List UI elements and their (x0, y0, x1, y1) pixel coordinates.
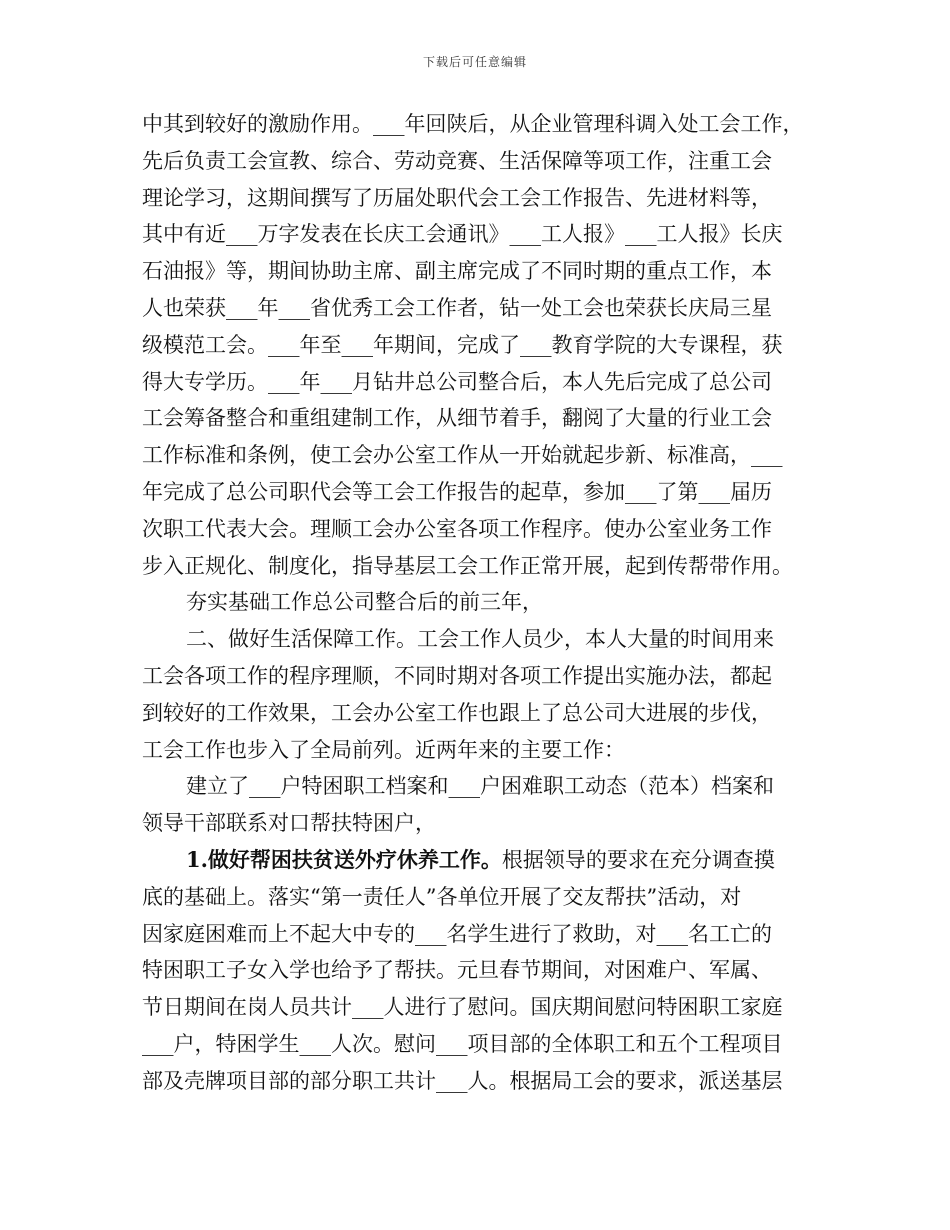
text-line (142, 216, 812, 253)
line-text: 工会工作也步入了全局前列。近两年来的主要工作： (142, 737, 625, 762)
text-line (142, 584, 812, 621)
text-line (142, 437, 812, 474)
text-line (142, 253, 812, 290)
line-text: 工作标准和条例，使工会办公室工作从一开始就起步新、标准高，___ (142, 443, 783, 468)
line-text: 先后负责工会宣教、综合、劳动竞赛、生活保障等项工作，注重工会 (142, 148, 772, 173)
page-header: 下载后可任意编辑 (422, 55, 527, 69)
line-text: ___户，特困学生___人次。慰问___项目部的全体职工和五个工程项目 (142, 1031, 783, 1056)
line-text: 次职工代表大会。理顺工会办公室各项工作程序。使办公室业务工作 (142, 516, 772, 541)
line-text: 理论学习，这期间撰写了历届处职代会工会工作报告、先进材料等， (142, 185, 772, 210)
line-text: 中其到较好的激励作用。___年回陕后，从企业管理科调入处工会工作， (142, 112, 804, 136)
line-text: 节日期间在岗人员共计___人进行了慰问。国庆期间慰问特困职工家庭 (142, 995, 783, 1020)
text-line (142, 621, 812, 658)
bold-heading: 1.做好帮困扶贫送外疗休养工作。 (186, 846, 502, 872)
text-line (142, 732, 812, 769)
line-text: 特困职工子女入学也给予了帮扶。元旦春节期间，对困难户、军属、 (142, 958, 772, 983)
text-line (142, 548, 812, 585)
line-text: 级模范工会。___年至___年期间，完成了___教育学院的大专课程，获 (142, 332, 783, 357)
line-text: 到较好的工作效果，工会办公室工作也跟上了总公司大进展的步伐， (142, 700, 772, 725)
line-text: 工会各项工作的程序理顺，不同时期对各项工作提出实施办法，都起 (142, 663, 772, 688)
text-line (142, 1063, 812, 1100)
line-text: 建立了___户特困职工档案和___户困难职工动态（范本）档案和 (186, 774, 774, 799)
line-text: 人也荣获___年___省优秀工会工作者，钻一处工会也荣获长庆局三星 (142, 295, 772, 320)
text-line (142, 474, 812, 511)
line-text: 其中有近___万字发表在长庆工会通讯》___工人报》___工人报》长庆 (142, 222, 783, 247)
text-line (142, 511, 812, 548)
text-line (142, 879, 812, 916)
text-line (142, 989, 812, 1026)
document-body (142, 106, 812, 1100)
line-text: 根据领导的要求在充分调查摸 (501, 847, 775, 872)
text-line (142, 952, 812, 989)
text-line (142, 327, 812, 364)
text-line (142, 143, 812, 180)
text-line (142, 695, 812, 732)
text-line (142, 805, 812, 842)
line-text: 因家庭困难而上不起大中专的___名学生进行了救助，对___名工亡的 (142, 921, 772, 946)
line-text: 工会筹备整合和重组建制工作，从细节着手，翻阅了大量的行业工会 (142, 406, 772, 431)
text-line (142, 400, 812, 437)
line-text: 底的基础上。落实“第一责任人”各单位开展了交友帮扶”活动，对 (142, 884, 742, 909)
line-text: 二、做好生活保障工作。工会工作人员少，本人大量的时间用来 (186, 627, 774, 652)
line-text: 步入正规化、制度化，指导基层工会工作正常开展，起到传帮带作用。 (142, 553, 793, 578)
text-line (142, 916, 812, 953)
text-line (142, 180, 812, 217)
text-line (142, 768, 812, 805)
line-text: 夯实基础工作总公司整合后的前三年， (186, 590, 543, 615)
text-line (142, 842, 812, 879)
line-text: 年完成了总公司职代会等工会工作报告的起草，参加___了第___届历 (142, 479, 772, 504)
line-text: 石油报》等，期间协助主席、副主席完成了不同时期的重点工作，本 (142, 259, 772, 284)
text-line (142, 658, 812, 695)
line-text: 得大专学历。___年___月钻井总公司整合后，本人先后完成了总公司 (142, 369, 772, 394)
text-line (142, 364, 812, 401)
text-line (142, 290, 812, 327)
text-line (142, 106, 812, 143)
text-line (142, 1026, 812, 1063)
line-text: 领导干部联系对口帮扶特困户， (142, 811, 436, 836)
line-text: 部及壳牌项目部的部分职工共计___人。根据局工会的要求，派送基层 (142, 1068, 783, 1093)
